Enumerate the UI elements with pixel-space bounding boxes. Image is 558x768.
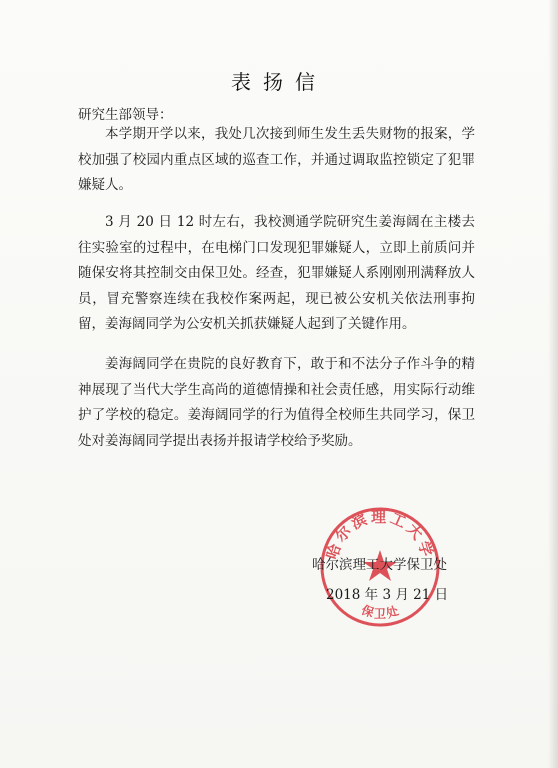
seal-text: 哈尔滨理工大学 (322, 507, 438, 562)
seal-sub-text: 保卫处 (359, 602, 403, 621)
letter-title: 表扬信 (231, 70, 327, 94)
paragraph-1: 本学期开学以来，我处几次接到师生发生丢失财物的报案，学校加强了校园内重点区域的巡查工作，并通过调取监控锁定了犯罪嫌疑人。 (78, 126, 475, 193)
salutation: 研究生部领导： (78, 107, 173, 123)
signature-date: 2018 年 3 月 21 日 (326, 587, 449, 603)
paragraph-3: 姜海阔同学在贵院的良好教育下，敢于和不法分子作斗争的精神展现了当代大学生高尚的道德情操和社会责任感，用实际行动维护了学校的稳定。姜海阔同学的行为值得全校师生共同学习，保卫处对姜海阔同学提出表扬并报请学校给予奖励。 (78, 356, 475, 449)
signature-organization: 哈尔滨理工大学保卫处 (312, 557, 447, 573)
paragraph-2: 3 月 20 日 12 时左右，我校测通学院研究生姜海阔在主楼去往实验室的过程中，在电梯门口发现犯罪嫌疑人，立即上前质问并随保安将其控制交由保卫处。经查，犯罪嫌疑人系刚刚刑满释放人员，冒充警察连续在我校作案两起，现已被公安机关依法刑事拘留，姜海阔同学为公安机关抓获嫌疑人起到了关键作用。 (78, 214, 475, 332)
paper-edge-shadow (548, 0, 558, 768)
